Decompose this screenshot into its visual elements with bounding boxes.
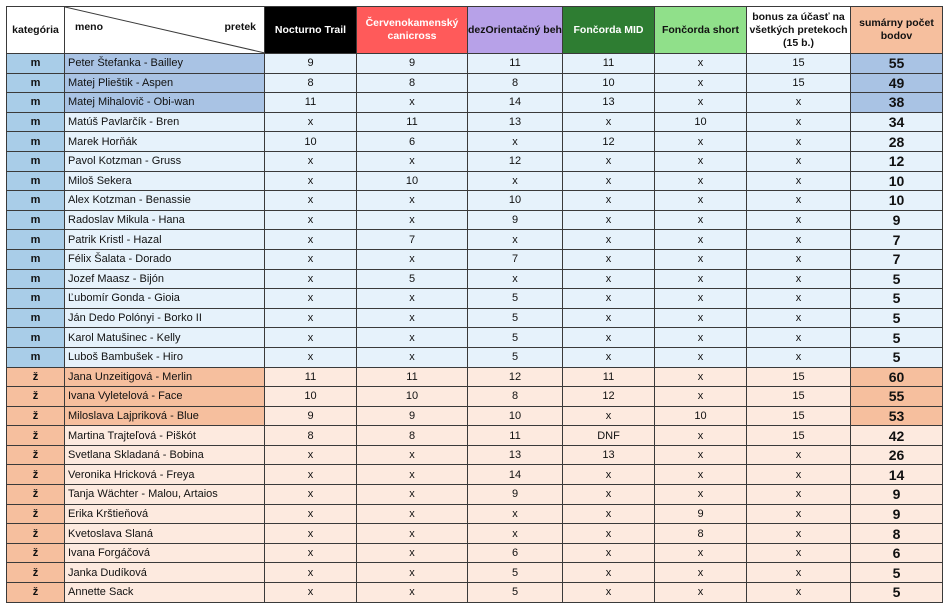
bonus-cell: x (747, 151, 851, 171)
header-foncorda-short: Fončorda short (655, 7, 747, 54)
bonus-cell: x (747, 504, 851, 524)
total-points-cell: 14 (851, 465, 943, 485)
foncorda-short-cell: x (655, 387, 747, 407)
category-cell: ž (7, 445, 65, 465)
total-points-cell: 42 (851, 426, 943, 446)
nocturno-trail-cell: x (265, 151, 357, 171)
category-cell: m (7, 151, 65, 171)
total-points-cell: 5 (851, 563, 943, 583)
dezorientacny-cell: 8 (468, 387, 563, 407)
nocturno-trail-cell: x (265, 308, 357, 328)
header-row (7, 7, 943, 54)
foncorda-mid-cell: x (563, 543, 655, 563)
name-cell: Luboš Bambušek - Hiro (65, 347, 265, 367)
foncorda-mid-cell: x (563, 230, 655, 250)
table-row (7, 504, 943, 524)
category-cell: m (7, 54, 65, 74)
table-row (7, 289, 943, 309)
table-row (7, 249, 943, 269)
bonus-cell: x (747, 485, 851, 505)
nocturno-trail-cell: x (265, 524, 357, 544)
category-cell: m (7, 132, 65, 152)
category-cell: m (7, 230, 65, 250)
nocturno-trail-cell: x (265, 210, 357, 230)
table-row (7, 563, 943, 583)
dezorientacny-cell: x (468, 230, 563, 250)
category-cell: m (7, 73, 65, 93)
total-points-cell: 55 (851, 387, 943, 407)
foncorda-mid-cell: x (563, 191, 655, 211)
name-cell: Janka Dudíková (65, 563, 265, 583)
total-points-cell: 5 (851, 289, 943, 309)
category-cell: m (7, 289, 65, 309)
name-cell: Ivana Forgáčová (65, 543, 265, 563)
foncorda-mid-cell: x (563, 308, 655, 328)
foncorda-mid-cell: x (563, 524, 655, 544)
bonus-cell: x (747, 289, 851, 309)
bonus-cell: x (747, 112, 851, 132)
table-row (7, 426, 943, 446)
bonus-cell: x (747, 269, 851, 289)
table-row (7, 583, 943, 603)
name-cell: Jana Unzeitigová - Merlin (65, 367, 265, 387)
table-row (7, 308, 943, 328)
name-cell: Erika Krštieňová (65, 504, 265, 524)
nocturno-trail-cell: x (265, 465, 357, 485)
nocturno-trail-cell: x (265, 191, 357, 211)
table-row (7, 524, 943, 544)
canicross-cell: x (357, 289, 468, 309)
name-cell: Veronika Hricková - Freya (65, 465, 265, 485)
category-cell: m (7, 191, 65, 211)
foncorda-short-cell: x (655, 210, 747, 230)
foncorda-short-cell: x (655, 328, 747, 348)
foncorda-short-cell: x (655, 583, 747, 603)
foncorda-short-cell: x (655, 73, 747, 93)
total-points-cell: 28 (851, 132, 943, 152)
foncorda-short-cell: x (655, 465, 747, 485)
name-cell: Miloš Sekera (65, 171, 265, 191)
foncorda-short-cell: x (655, 445, 747, 465)
foncorda-short-cell: 10 (655, 406, 747, 426)
canicross-cell: x (357, 191, 468, 211)
foncorda-short-cell: x (655, 151, 747, 171)
table-row (7, 132, 943, 152)
total-points-cell: 5 (851, 583, 943, 603)
canicross-cell: x (357, 308, 468, 328)
name-cell: Annette Sack (65, 583, 265, 603)
name-cell: Matúš Pavlarčík - Bren (65, 112, 265, 132)
dezorientacny-cell: 12 (468, 367, 563, 387)
table-row (7, 171, 943, 191)
nocturno-trail-cell: x (265, 171, 357, 191)
nocturno-trail-cell: 9 (265, 54, 357, 74)
total-points-cell: 5 (851, 308, 943, 328)
nocturno-trail-cell: 8 (265, 426, 357, 446)
category-cell: m (7, 269, 65, 289)
bonus-cell: x (747, 563, 851, 583)
nocturno-trail-cell: x (265, 230, 357, 250)
dezorientacny-cell: 10 (468, 406, 563, 426)
bonus-cell: x (747, 445, 851, 465)
dezorientacny-cell: 12 (468, 151, 563, 171)
canicross-cell: x (357, 485, 468, 505)
canicross-cell: x (357, 543, 468, 563)
category-cell: ž (7, 543, 65, 563)
category-cell: ž (7, 563, 65, 583)
category-cell: ž (7, 387, 65, 407)
category-cell: ž (7, 524, 65, 544)
canicross-cell: x (357, 504, 468, 524)
foncorda-short-cell: x (655, 93, 747, 113)
foncorda-mid-cell: x (563, 465, 655, 485)
table-row (7, 230, 943, 250)
foncorda-mid-cell: x (563, 289, 655, 309)
canicross-cell: x (357, 93, 468, 113)
canicross-cell: x (357, 347, 468, 367)
nocturno-trail-cell: x (265, 485, 357, 505)
canicross-cell: x (357, 465, 468, 485)
bonus-cell: x (747, 524, 851, 544)
category-cell: m (7, 171, 65, 191)
nocturno-trail-cell: 9 (265, 406, 357, 426)
table-row (7, 367, 943, 387)
table-row (7, 406, 943, 426)
dezorientacny-cell: 11 (468, 426, 563, 446)
foncorda-mid-cell: 13 (563, 93, 655, 113)
category-cell: m (7, 249, 65, 269)
foncorda-mid-cell: x (563, 151, 655, 171)
foncorda-short-cell: x (655, 308, 747, 328)
canicross-cell: 11 (357, 367, 468, 387)
name-cell: Marek Horňák (65, 132, 265, 152)
name-cell: Martina Trajteľová - Piškót (65, 426, 265, 446)
canicross-cell: x (357, 583, 468, 603)
foncorda-mid-cell: x (563, 406, 655, 426)
total-points-cell: 34 (851, 112, 943, 132)
bonus-cell: x (747, 230, 851, 250)
dezorientacny-cell: 9 (468, 210, 563, 230)
dezorientacny-cell: 5 (468, 328, 563, 348)
results-body (7, 54, 943, 603)
nocturno-trail-cell: x (265, 445, 357, 465)
dezorientacny-cell: x (468, 269, 563, 289)
category-cell: m (7, 112, 65, 132)
total-points-cell: 26 (851, 445, 943, 465)
nocturno-trail-cell: x (265, 328, 357, 348)
header-sumarny-pocet: sumárny počet bodov (851, 7, 943, 54)
foncorda-short-cell: x (655, 269, 747, 289)
foncorda-mid-cell: x (563, 249, 655, 269)
header-dezorientacny-beh: dezOrientačný beh (468, 7, 563, 54)
dezorientacny-cell: 5 (468, 289, 563, 309)
header-pretek: pretek (224, 21, 256, 33)
canicross-cell: x (357, 249, 468, 269)
nocturno-trail-cell: x (265, 112, 357, 132)
dezorientacny-cell: 5 (468, 308, 563, 328)
foncorda-short-cell: x (655, 367, 747, 387)
foncorda-mid-cell: 10 (563, 73, 655, 93)
table-row (7, 151, 943, 171)
foncorda-mid-cell: 13 (563, 445, 655, 465)
nocturno-trail-cell: 11 (265, 367, 357, 387)
name-cell: Ján Dedo Polónyi - Borko II (65, 308, 265, 328)
total-points-cell: 49 (851, 73, 943, 93)
total-points-cell: 9 (851, 485, 943, 505)
canicross-cell: 10 (357, 171, 468, 191)
nocturno-trail-cell: 11 (265, 93, 357, 113)
canicross-cell: x (357, 563, 468, 583)
category-cell: ž (7, 504, 65, 524)
name-cell: Patrik Kristl - Hazal (65, 230, 265, 250)
name-cell: Kvetoslava Slaná (65, 524, 265, 544)
total-points-cell: 5 (851, 347, 943, 367)
nocturno-trail-cell: x (265, 563, 357, 583)
dezorientacny-cell: 9 (468, 485, 563, 505)
foncorda-short-cell: 8 (655, 524, 747, 544)
foncorda-short-cell: x (655, 191, 747, 211)
dezorientacny-cell: 8 (468, 73, 563, 93)
table-row (7, 112, 943, 132)
canicross-cell: 9 (357, 54, 468, 74)
bonus-cell: x (747, 465, 851, 485)
total-points-cell: 53 (851, 406, 943, 426)
total-points-cell: 7 (851, 249, 943, 269)
name-cell: Jozef Maasz - Bijón (65, 269, 265, 289)
name-cell: Karol Matušinec - Kelly (65, 328, 265, 348)
header-foncorda-mid: Fončorda MID (563, 7, 655, 54)
canicross-cell: 8 (357, 73, 468, 93)
total-points-cell: 5 (851, 328, 943, 348)
foncorda-mid-cell: x (563, 563, 655, 583)
foncorda-short-cell: 9 (655, 504, 747, 524)
table-row (7, 210, 943, 230)
category-cell: ž (7, 367, 65, 387)
dezorientacny-cell: x (468, 132, 563, 152)
nocturno-trail-cell: x (265, 504, 357, 524)
foncorda-mid-cell: 12 (563, 387, 655, 407)
name-cell: Svetlana Skladaná - Bobina (65, 445, 265, 465)
canicross-cell: 9 (357, 406, 468, 426)
total-points-cell: 8 (851, 524, 943, 544)
category-cell: ž (7, 485, 65, 505)
total-points-cell: 10 (851, 171, 943, 191)
dezorientacny-cell: 7 (468, 249, 563, 269)
nocturno-trail-cell: x (265, 289, 357, 309)
foncorda-short-cell: x (655, 485, 747, 505)
results-table (6, 6, 943, 603)
bonus-cell: x (747, 328, 851, 348)
total-points-cell: 12 (851, 151, 943, 171)
bonus-cell: 15 (747, 387, 851, 407)
table-row (7, 269, 943, 289)
nocturno-trail-cell: x (265, 543, 357, 563)
table-row (7, 485, 943, 505)
dezorientacny-cell: 5 (468, 583, 563, 603)
foncorda-short-cell: x (655, 426, 747, 446)
foncorda-mid-cell: x (563, 583, 655, 603)
table-row (7, 328, 943, 348)
name-cell: Pavol Kotzman - Gruss (65, 151, 265, 171)
canicross-cell: 8 (357, 426, 468, 446)
canicross-cell: 10 (357, 387, 468, 407)
canicross-cell: 11 (357, 112, 468, 132)
foncorda-short-cell: x (655, 563, 747, 583)
foncorda-short-cell: 10 (655, 112, 747, 132)
nocturno-trail-cell: 10 (265, 387, 357, 407)
dezorientacny-cell: x (468, 524, 563, 544)
table-row (7, 445, 943, 465)
canicross-cell: 5 (357, 269, 468, 289)
name-cell: Tanja Wächter - Malou, Artaios (65, 485, 265, 505)
name-cell: Miloslava Lajpriková - Blue (65, 406, 265, 426)
dezorientacny-cell: 13 (468, 445, 563, 465)
foncorda-mid-cell: x (563, 112, 655, 132)
bonus-cell: x (747, 543, 851, 563)
total-points-cell: 38 (851, 93, 943, 113)
dezorientacny-cell: x (468, 171, 563, 191)
name-cell: Peter Štefanka - Bailley (65, 54, 265, 74)
dezorientacny-cell: 6 (468, 543, 563, 563)
foncorda-mid-cell: 12 (563, 132, 655, 152)
total-points-cell: 9 (851, 504, 943, 524)
category-cell: ž (7, 465, 65, 485)
bonus-cell: 15 (747, 426, 851, 446)
nocturno-trail-cell: 8 (265, 73, 357, 93)
bonus-cell: 15 (747, 54, 851, 74)
header-kategoria: kategória (7, 7, 65, 54)
dezorientacny-cell: 11 (468, 54, 563, 74)
canicross-cell: 7 (357, 230, 468, 250)
dezorientacny-cell: 13 (468, 112, 563, 132)
category-cell: m (7, 93, 65, 113)
table-row (7, 54, 943, 74)
foncorda-mid-cell: x (563, 171, 655, 191)
nocturno-trail-cell: x (265, 583, 357, 603)
name-cell: Radoslav Mikula - Hana (65, 210, 265, 230)
nocturno-trail-cell: x (265, 269, 357, 289)
foncorda-mid-cell: 11 (563, 367, 655, 387)
name-cell: Ľubomír Gonda - Gioia (65, 289, 265, 309)
foncorda-mid-cell: x (563, 328, 655, 348)
total-points-cell: 6 (851, 543, 943, 563)
bonus-cell: x (747, 171, 851, 191)
header-cervenokamensky-canicross: Červenokamenský canicross (357, 7, 468, 54)
nocturno-trail-cell: x (265, 249, 357, 269)
table-row (7, 543, 943, 563)
dezorientacny-cell: 14 (468, 93, 563, 113)
foncorda-mid-cell: x (563, 347, 655, 367)
total-points-cell: 60 (851, 367, 943, 387)
bonus-cell: x (747, 191, 851, 211)
bonus-cell: x (747, 210, 851, 230)
total-points-cell: 7 (851, 230, 943, 250)
table-row (7, 465, 943, 485)
nocturno-trail-cell: x (265, 347, 357, 367)
total-points-cell: 9 (851, 210, 943, 230)
foncorda-short-cell: x (655, 289, 747, 309)
total-points-cell: 55 (851, 54, 943, 74)
foncorda-mid-cell: x (563, 504, 655, 524)
name-cell: Alex Kotzman - Benassie (65, 191, 265, 211)
canicross-cell: x (357, 210, 468, 230)
bonus-cell: x (747, 583, 851, 603)
bonus-cell: x (747, 132, 851, 152)
results-sheet (6, 6, 942, 603)
name-cell: Ivana Vyletelová - Face (65, 387, 265, 407)
foncorda-mid-cell: x (563, 269, 655, 289)
foncorda-short-cell: x (655, 54, 747, 74)
canicross-cell: x (357, 445, 468, 465)
category-cell: m (7, 347, 65, 367)
canicross-cell: x (357, 524, 468, 544)
canicross-cell: x (357, 328, 468, 348)
foncorda-short-cell: x (655, 230, 747, 250)
foncorda-mid-cell: x (563, 485, 655, 505)
dezorientacny-cell: 14 (468, 465, 563, 485)
bonus-cell: 15 (747, 406, 851, 426)
dezorientacny-cell: 5 (468, 347, 563, 367)
category-cell: m (7, 328, 65, 348)
bonus-cell: x (747, 347, 851, 367)
total-points-cell: 10 (851, 191, 943, 211)
nocturno-trail-cell: 10 (265, 132, 357, 152)
table-row (7, 347, 943, 367)
dezorientacny-cell: 5 (468, 563, 563, 583)
foncorda-short-cell: x (655, 132, 747, 152)
table-row (7, 93, 943, 113)
name-cell: Matej Plieštik - Aspen (65, 73, 265, 93)
foncorda-mid-cell: 11 (563, 54, 655, 74)
category-cell: ž (7, 426, 65, 446)
total-points-cell: 5 (851, 269, 943, 289)
name-cell: Félix Šalata - Dorado (65, 249, 265, 269)
dezorientacny-cell: x (468, 504, 563, 524)
header-meno-pretek (65, 7, 265, 54)
bonus-cell: x (747, 249, 851, 269)
canicross-cell: 6 (357, 132, 468, 152)
canicross-cell: x (357, 151, 468, 171)
table-row (7, 387, 943, 407)
bonus-cell: 15 (747, 73, 851, 93)
name-cell: Matej Mihalovič - Obi-wan (65, 93, 265, 113)
category-cell: m (7, 210, 65, 230)
bonus-cell: x (747, 308, 851, 328)
bonus-cell: x (747, 93, 851, 113)
category-cell: m (7, 308, 65, 328)
foncorda-short-cell: x (655, 171, 747, 191)
foncorda-short-cell: x (655, 249, 747, 269)
table-row (7, 73, 943, 93)
header-meno: meno (75, 21, 104, 33)
table-row (7, 191, 943, 211)
foncorda-mid-cell: x (563, 210, 655, 230)
category-cell: ž (7, 406, 65, 426)
foncorda-short-cell: x (655, 543, 747, 563)
category-cell: ž (7, 583, 65, 603)
header-nocturno-trail: Nocturno Trail (265, 7, 357, 54)
dezorientacny-cell: 10 (468, 191, 563, 211)
bonus-cell: 15 (747, 367, 851, 387)
header-bonus: bonus za účasť na všetkých pretekoch (15 b.) (747, 7, 851, 54)
foncorda-short-cell: x (655, 347, 747, 367)
foncorda-mid-cell: DNF (563, 426, 655, 446)
